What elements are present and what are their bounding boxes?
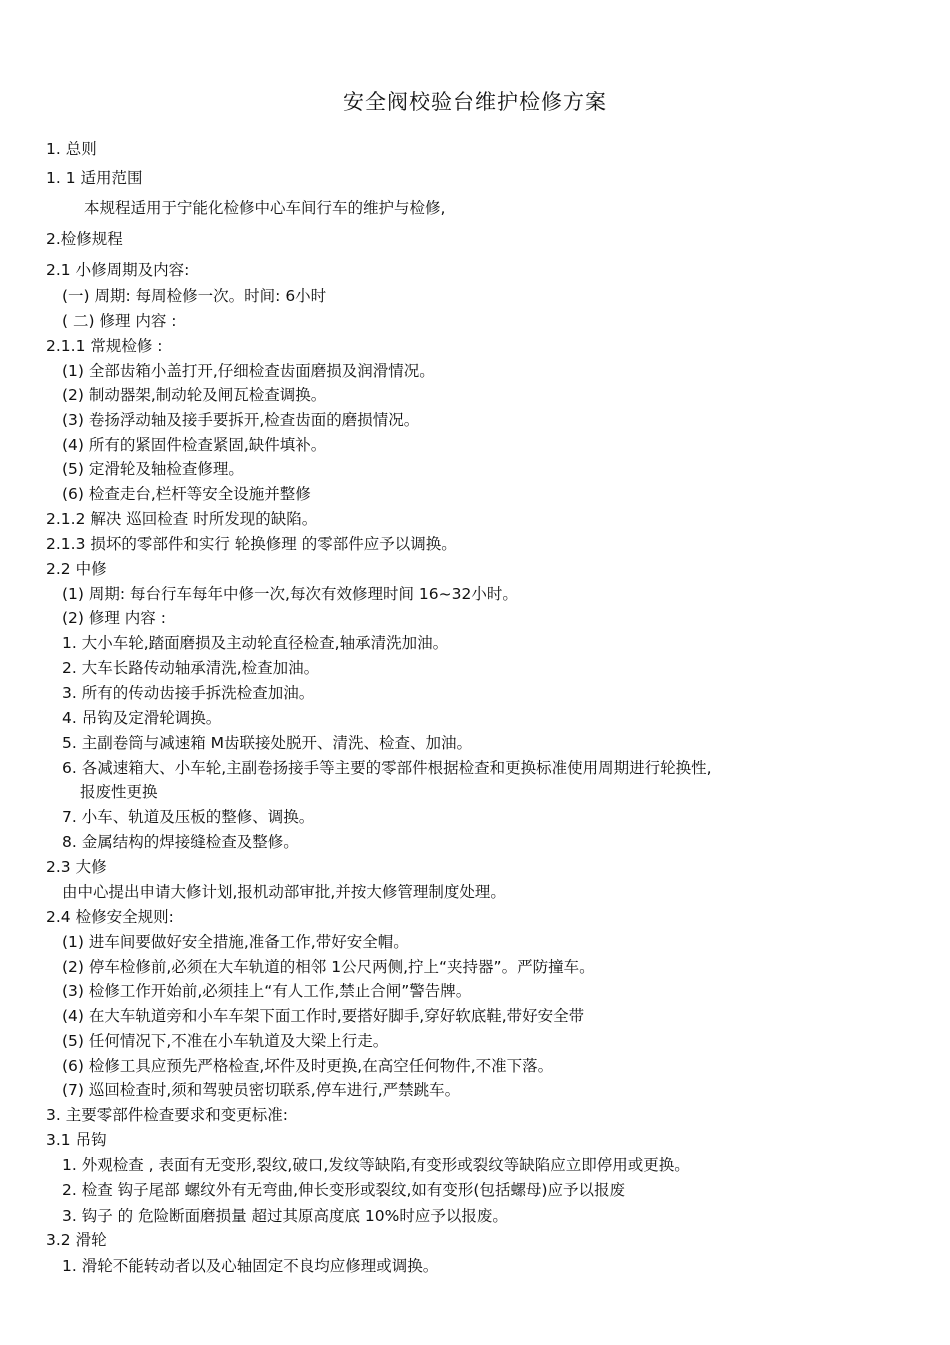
subsection-heading: 2.3 大修 (46, 858, 107, 876)
list-item: (5) 定滑轮及轴检查修理。 (62, 460, 244, 478)
list-item: (6) 检修工具应预先严格检查,坏件及时更换,在高空任何物件,不准下落。 (62, 1057, 554, 1075)
section-heading: 3. 主要零部件检查要求和变更标准: (46, 1106, 288, 1124)
list-item: (1) 进车间要做好安全措施,准备工作,带好安全帽。 (62, 933, 409, 951)
paragraph: 由中心提出申请大修计划,报机动部审批,并按大修管理制度处理。 (62, 883, 506, 901)
list-item: 5. 主副卷筒与减速箱 M齿联接处脱开、清洗、检查、加油。 (62, 734, 473, 752)
subsection-heading: 3.1 吊钩 (46, 1131, 107, 1149)
list-item: (6) 检查走台,栏杆等安全设施并整修 (62, 485, 311, 503)
list-item: 1. 外观检查 , 表面有无变形,裂纹,破口,发纹等缺陷,有变形或裂纹等缺陷应立即停用或更换。 (62, 1156, 690, 1174)
subsection-heading: 2.2 中修 (46, 560, 107, 578)
subsection-heading: 2.1 小修周期及内容: (46, 261, 190, 279)
subsection-heading: 2.1.2 解决 巡回检查 时所发现的缺陷。 (46, 510, 318, 528)
list-item: (7) 巡回检查时,须和驾驶员密切联系,停车进行,严禁跳车。 (62, 1081, 461, 1099)
list-item: 6. 各减速箱大、小车轮,主副卷扬接手等主要的零部件根据检查和更换标准使用周期进行轮换性, (62, 759, 712, 777)
list-item: 3. 钩子 的 危险断面磨损量 超过其原高度底 10%时应予以报废。 (62, 1207, 508, 1225)
list-item: (5) 任何情况下,不准在小车轨道及大梁上行走。 (62, 1032, 389, 1050)
list-item: 3. 所有的传动齿接手拆洗检查加油。 (62, 684, 315, 702)
list-item: (2) 制动器架,制动轮及闸瓦检查调换。 (62, 386, 327, 404)
document-title: 安全阀校验台维护检修方案 (343, 90, 607, 114)
list-item: (2) 修理 内容 : (62, 609, 166, 627)
list-item: 4. 吊钩及定滑轮调换。 (62, 709, 222, 727)
list-item: 2. 大车长路传动轴承清洗,检查加油。 (62, 659, 320, 677)
list-item: 2. 检查 钩子尾部 螺纹外有无弯曲,伸长变形或裂纹,如有变形(包括螺母)应予以报废 (62, 1181, 626, 1199)
list-item: (4) 所有的紧固件检查紧固,缺件填补。 (62, 436, 327, 454)
paragraph: 本规程适用于宁能化检修中心车间行车的维护与检修, (84, 199, 446, 217)
list-item: (4) 在大车轨道旁和小车车架下面工作时,要搭好脚手,穿好软底鞋,带好安全带 (62, 1007, 585, 1025)
list-item: (3) 卷扬浮动轴及接手要拆开,检查齿面的磨损情况。 (62, 411, 420, 429)
subsection-heading: 3.2 滑轮 (46, 1231, 107, 1249)
list-item-continuation: 报废性更换 (80, 783, 158, 801)
list-item: (1) 周期: 每台行车每年中修一次,每次有效修理时间 16~32小时。 (62, 585, 518, 603)
list-item: (1) 全部齿箱小盖打开,仔细检查齿面磨损及润滑情况。 (62, 362, 435, 380)
list-item: 1. 大小车轮,踏面磨损及主动轮直径检查,轴承清洗加油。 (62, 634, 449, 652)
list-item: (2) 停车检修前,必须在大车轨道的相邻 1公尺两侧,拧上“夹持器”。严防撞车。 (62, 958, 595, 976)
list-item: ( 二) 修理 内容 : (62, 312, 177, 330)
subsection-heading: 2.1.3 损坏的零部件和实行 轮换修理 的零部件应予以调换。 (46, 535, 457, 553)
section-heading: 2.检修规程 (46, 230, 123, 248)
list-item: (3) 检修工作开始前,必须挂上“有人工作,禁止合闸”警告牌。 (62, 982, 472, 1000)
list-item: 8. 金属结构的焊接缝检查及整修。 (62, 833, 299, 851)
list-item: 1. 滑轮不能转动者以及心轴固定不良均应修理或调换。 (62, 1257, 439, 1275)
list-item: (一) 周期: 每周检修一次。时间: 6小时 (62, 287, 327, 305)
list-item: 7. 小车、轨道及压板的整修、调换。 (62, 808, 315, 826)
subsection-heading: 2.4 检修安全规则: (46, 908, 174, 926)
subsection-heading: 2.1.1 常规检修 : (46, 337, 163, 355)
section-heading: 1. 总则 (46, 140, 97, 158)
subsection-heading: 1. 1 适用范围 (46, 169, 143, 187)
